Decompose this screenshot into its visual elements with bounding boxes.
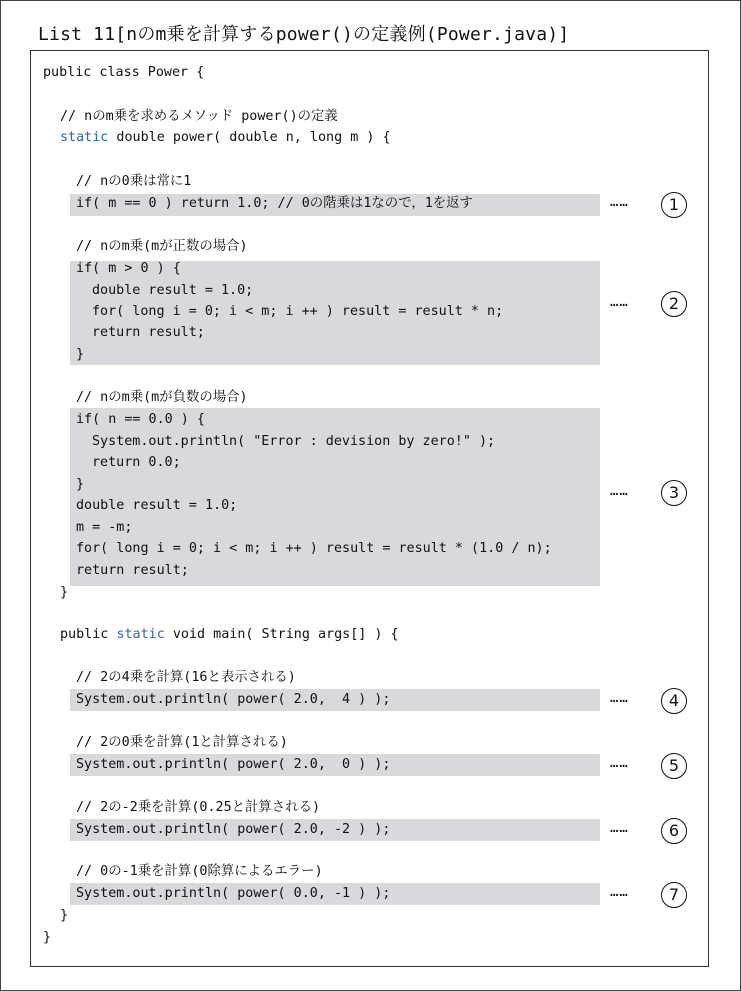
code-line: if( m > 0 ) { <box>76 261 181 276</box>
callout-number-4: 4 <box>661 688 687 714</box>
code-line: return 0.0; <box>92 455 181 470</box>
keyword-static: static <box>116 627 165 642</box>
code-comment: // 0の-1乗を計算(0除算によるエラー) <box>76 864 323 879</box>
code-comment: // nのm乗(mが正数の場合) <box>76 239 248 254</box>
code-line: System.out.println( power( 2.0, 4 ) ); <box>76 692 391 707</box>
code-comment: // nのm乗を求めるメソッド power()の定義 <box>60 109 338 124</box>
callout-dots: …… <box>610 294 629 310</box>
code-comment: // 2の4乗を計算(16と表示される) <box>76 670 296 685</box>
callout-dots: …… <box>610 820 629 836</box>
code-line: public class Power { <box>43 65 205 80</box>
callout-dots: …… <box>610 194 629 210</box>
code-comment: // nの0乗は常に1 <box>76 174 192 189</box>
code-line: System.out.println( power( 2.0, 0 ) ); <box>76 757 391 772</box>
code-line: System.out.println( power( 2.0, -2 ) ); <box>76 822 391 837</box>
code-text: public <box>60 627 117 642</box>
callout-number-7: 7 <box>661 882 687 908</box>
code-line: double result = 1.0; <box>76 498 238 513</box>
callout-number-6: 6 <box>661 818 687 844</box>
code-line: System.out.println( power( 0.0, -1 ) ); <box>76 886 391 901</box>
listing-title: List 11[nのm乗を計算するpower()の定義例(Power.java)] <box>38 24 570 45</box>
code-line: return result; <box>92 325 205 340</box>
callout-dots: …… <box>610 755 629 771</box>
code-text: double power( double n, long m ) { <box>108 130 391 145</box>
callout-number-1: 1 <box>661 192 687 218</box>
callout-number-2: 2 <box>661 291 687 317</box>
code-line: System.out.println( "Error : devision by zero!" ); <box>92 434 496 449</box>
callout-dots: …… <box>610 690 629 706</box>
code-line: for( long i = 0; i < m; i ++ ) result = result * n; <box>92 304 504 319</box>
code-comment: // 2の-2乗を計算(0.25と計算される) <box>76 800 321 815</box>
code-line: } <box>60 585 69 600</box>
code-line: return result; <box>76 563 189 578</box>
callout-number-5: 5 <box>661 753 687 779</box>
code-line: if( m == 0 ) return 1.0; // 0の階乗は1なので，1を返す <box>76 196 473 211</box>
code-line: for( long i = 0; i < m; i ++ ) result = result * (1.0 / n); <box>76 541 552 556</box>
code-line <box>60 624 399 646</box>
code-text: void main( String args[] ) { <box>164 627 399 642</box>
code-line <box>60 127 391 149</box>
code-line: m = -m; <box>76 520 133 535</box>
code-line: } <box>43 930 52 945</box>
code-line: if( n == 0.0 ) { <box>76 412 205 427</box>
callout-dots: …… <box>610 483 629 499</box>
code-comment: // nのm乗(mが負数の場合) <box>76 390 248 405</box>
code-line: } <box>76 347 85 362</box>
code-line: double result = 1.0; <box>92 283 254 298</box>
callout-number-3: 3 <box>661 480 687 506</box>
keyword-static: static <box>60 130 109 145</box>
code-comment: // 2の0乗を計算(1と計算される) <box>76 735 288 750</box>
callout-dots: …… <box>610 884 629 900</box>
code-line: } <box>76 477 85 492</box>
code-line: } <box>60 908 69 923</box>
